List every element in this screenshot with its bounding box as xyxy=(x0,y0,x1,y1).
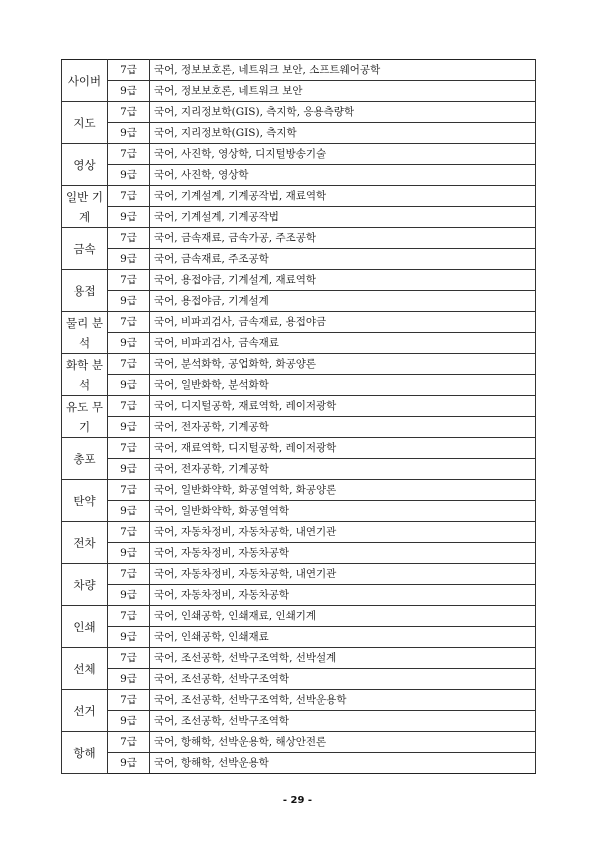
table-row xyxy=(62,459,536,480)
grade-cell: 9급 xyxy=(108,207,150,228)
grade-cell: 9급 xyxy=(108,291,150,312)
subjects-cell: 국어, 항해학, 선박운용학, 해상안전론 xyxy=(150,732,536,753)
table-row xyxy=(62,522,536,543)
grade-cell: 9급 xyxy=(108,165,150,186)
subjects-cell: 국어, 디지털공학, 재료역학, 레이저광학 xyxy=(150,396,536,417)
table-row xyxy=(62,207,536,228)
table-row xyxy=(62,648,536,669)
table-row xyxy=(62,291,536,312)
grade-cell: 7급 xyxy=(108,60,150,81)
grade-cell: 9급 xyxy=(108,417,150,438)
subjects-cell: 국어, 사진학, 영상학 xyxy=(150,165,536,186)
grade-cell: 9급 xyxy=(108,249,150,270)
subjects-cell: 국어, 자동차정비, 자동차공학 xyxy=(150,585,536,606)
grade-cell: 9급 xyxy=(108,81,150,102)
table-row xyxy=(62,501,536,522)
grade-cell: 9급 xyxy=(108,375,150,396)
table-row xyxy=(62,417,536,438)
subjects-cell: 국어, 기계설계, 기계공작법 xyxy=(150,207,536,228)
grade-cell: 9급 xyxy=(108,333,150,354)
field-cell: 일반 기계 xyxy=(62,186,108,228)
grade-cell: 7급 xyxy=(108,396,150,417)
grade-cell: 7급 xyxy=(108,228,150,249)
table-row xyxy=(62,543,536,564)
subjects-cell: 국어, 정보보호론, 네트워크 보안, 소프트웨어공학 xyxy=(150,60,536,81)
subjects-cell: 국어, 조선공학, 선박구조역학 xyxy=(150,669,536,690)
field-cell: 지도 xyxy=(62,102,108,144)
table-row xyxy=(62,270,536,291)
grade-cell: 7급 xyxy=(108,606,150,627)
field-cell: 총포 xyxy=(62,438,108,480)
field-cell: 인쇄 xyxy=(62,606,108,648)
grade-cell: 7급 xyxy=(108,690,150,711)
grade-cell: 9급 xyxy=(108,711,150,732)
grade-cell: 9급 xyxy=(108,753,150,774)
table-row xyxy=(62,564,536,585)
subjects-cell: 국어, 지리정보학(GIS), 측지학, 응용측량학 xyxy=(150,102,536,123)
table-row xyxy=(62,375,536,396)
grade-cell: 9급 xyxy=(108,459,150,480)
table-row xyxy=(62,753,536,774)
subjects-cell: 국어, 조선공학, 선박구조역학, 선박운용학 xyxy=(150,690,536,711)
subjects-cell: 국어, 금속재료, 금속가공, 주조공학 xyxy=(150,228,536,249)
table-row xyxy=(62,732,536,753)
subjects-cell: 국어, 인쇄공학, 인쇄재료, 인쇄기계 xyxy=(150,606,536,627)
field-cell: 사이버 xyxy=(62,60,108,102)
grade-cell: 7급 xyxy=(108,270,150,291)
grade-cell: 9급 xyxy=(108,123,150,144)
exam-subjects-table xyxy=(61,59,536,774)
table-row xyxy=(62,585,536,606)
field-cell: 선체 xyxy=(62,648,108,690)
subjects-cell: 국어, 항해학, 선박운용학 xyxy=(150,753,536,774)
table-row xyxy=(62,711,536,732)
grade-cell: 7급 xyxy=(108,102,150,123)
table-row xyxy=(62,396,536,417)
subjects-cell: 국어, 일반화약학, 화공열역학 xyxy=(150,501,536,522)
subjects-cell: 국어, 용접야금, 기계설계, 재료역학 xyxy=(150,270,536,291)
field-cell: 항해 xyxy=(62,732,108,774)
field-cell: 영상 xyxy=(62,144,108,186)
grade-cell: 7급 xyxy=(108,480,150,501)
table-row xyxy=(62,333,536,354)
grade-cell: 7급 xyxy=(108,354,150,375)
field-cell: 차량 xyxy=(62,564,108,606)
field-cell: 화학 분석 xyxy=(62,354,108,396)
grade-cell: 7급 xyxy=(108,522,150,543)
subjects-cell: 국어, 조선공학, 선박구조역학, 선박설계 xyxy=(150,648,536,669)
table-row xyxy=(62,249,536,270)
grade-cell: 7급 xyxy=(108,564,150,585)
subjects-cell: 국어, 기계설계, 기계공작법, 재료역학 xyxy=(150,186,536,207)
subjects-cell: 국어, 사진학, 영상학, 디지털방송기술 xyxy=(150,144,536,165)
subjects-cell: 국어, 자동차정비, 자동차공학, 내연기관 xyxy=(150,522,536,543)
table-row xyxy=(62,186,536,207)
grade-cell: 7급 xyxy=(108,648,150,669)
grade-cell: 9급 xyxy=(108,669,150,690)
table-row xyxy=(62,144,536,165)
table-row xyxy=(62,123,536,144)
grade-cell: 7급 xyxy=(108,312,150,333)
subjects-cell: 국어, 일반화학, 분석화학 xyxy=(150,375,536,396)
subjects-cell: 국어, 분석화학, 공업화학, 화공양론 xyxy=(150,354,536,375)
page-number: - 29 - xyxy=(282,795,313,806)
grade-cell: 9급 xyxy=(108,543,150,564)
table-row xyxy=(62,81,536,102)
field-cell: 금속 xyxy=(62,228,108,270)
subjects-cell: 국어, 재료역학, 디지털공학, 레이저광학 xyxy=(150,438,536,459)
subjects-cell: 국어, 자동차정비, 자동차공학, 내연기관 xyxy=(150,564,536,585)
subjects-cell: 국어, 금속재료, 주조공학 xyxy=(150,249,536,270)
grade-cell: 7급 xyxy=(108,732,150,753)
table-row xyxy=(62,669,536,690)
subjects-cell: 국어, 비파괴검사, 금속재료 xyxy=(150,333,536,354)
subjects-cell: 국어, 비파괴검사, 금속재료, 용접야금 xyxy=(150,312,536,333)
table-row xyxy=(62,627,536,648)
subjects-cell: 국어, 지리정보학(GIS), 측지학 xyxy=(150,123,536,144)
grade-cell: 9급 xyxy=(108,501,150,522)
field-cell: 유도 무기 xyxy=(62,396,108,438)
table-row xyxy=(62,228,536,249)
table-row xyxy=(62,606,536,627)
subjects-cell: 국어, 자동차정비, 자동차공학 xyxy=(150,543,536,564)
subjects-cell: 국어, 전자공학, 기계공학 xyxy=(150,417,536,438)
grade-cell: 9급 xyxy=(108,585,150,606)
field-cell: 탄약 xyxy=(62,480,108,522)
table-row xyxy=(62,690,536,711)
subjects-cell: 국어, 인쇄공학, 인쇄재료 xyxy=(150,627,536,648)
table-row xyxy=(62,60,536,81)
field-cell: 선거 xyxy=(62,690,108,732)
table-row xyxy=(62,165,536,186)
field-cell: 용접 xyxy=(62,270,108,312)
table-row xyxy=(62,312,536,333)
subjects-cell: 국어, 일반화약학, 화공열역학, 화공양론 xyxy=(150,480,536,501)
field-cell: 물리 분석 xyxy=(62,312,108,354)
grade-cell: 7급 xyxy=(108,438,150,459)
table-row xyxy=(62,438,536,459)
subjects-cell: 국어, 전자공학, 기계공학 xyxy=(150,459,536,480)
subjects-cell: 국어, 용접야금, 기계설계 xyxy=(150,291,536,312)
table-row xyxy=(62,354,536,375)
grade-cell: 9급 xyxy=(108,627,150,648)
table-row xyxy=(62,480,536,501)
table-row xyxy=(62,102,536,123)
subjects-cell: 국어, 정보보호론, 네트워크 보안 xyxy=(150,81,536,102)
grade-cell: 7급 xyxy=(108,144,150,165)
field-cell: 전차 xyxy=(62,522,108,564)
subjects-cell: 국어, 조선공학, 선박구조역학 xyxy=(150,711,536,732)
grade-cell: 7급 xyxy=(108,186,150,207)
